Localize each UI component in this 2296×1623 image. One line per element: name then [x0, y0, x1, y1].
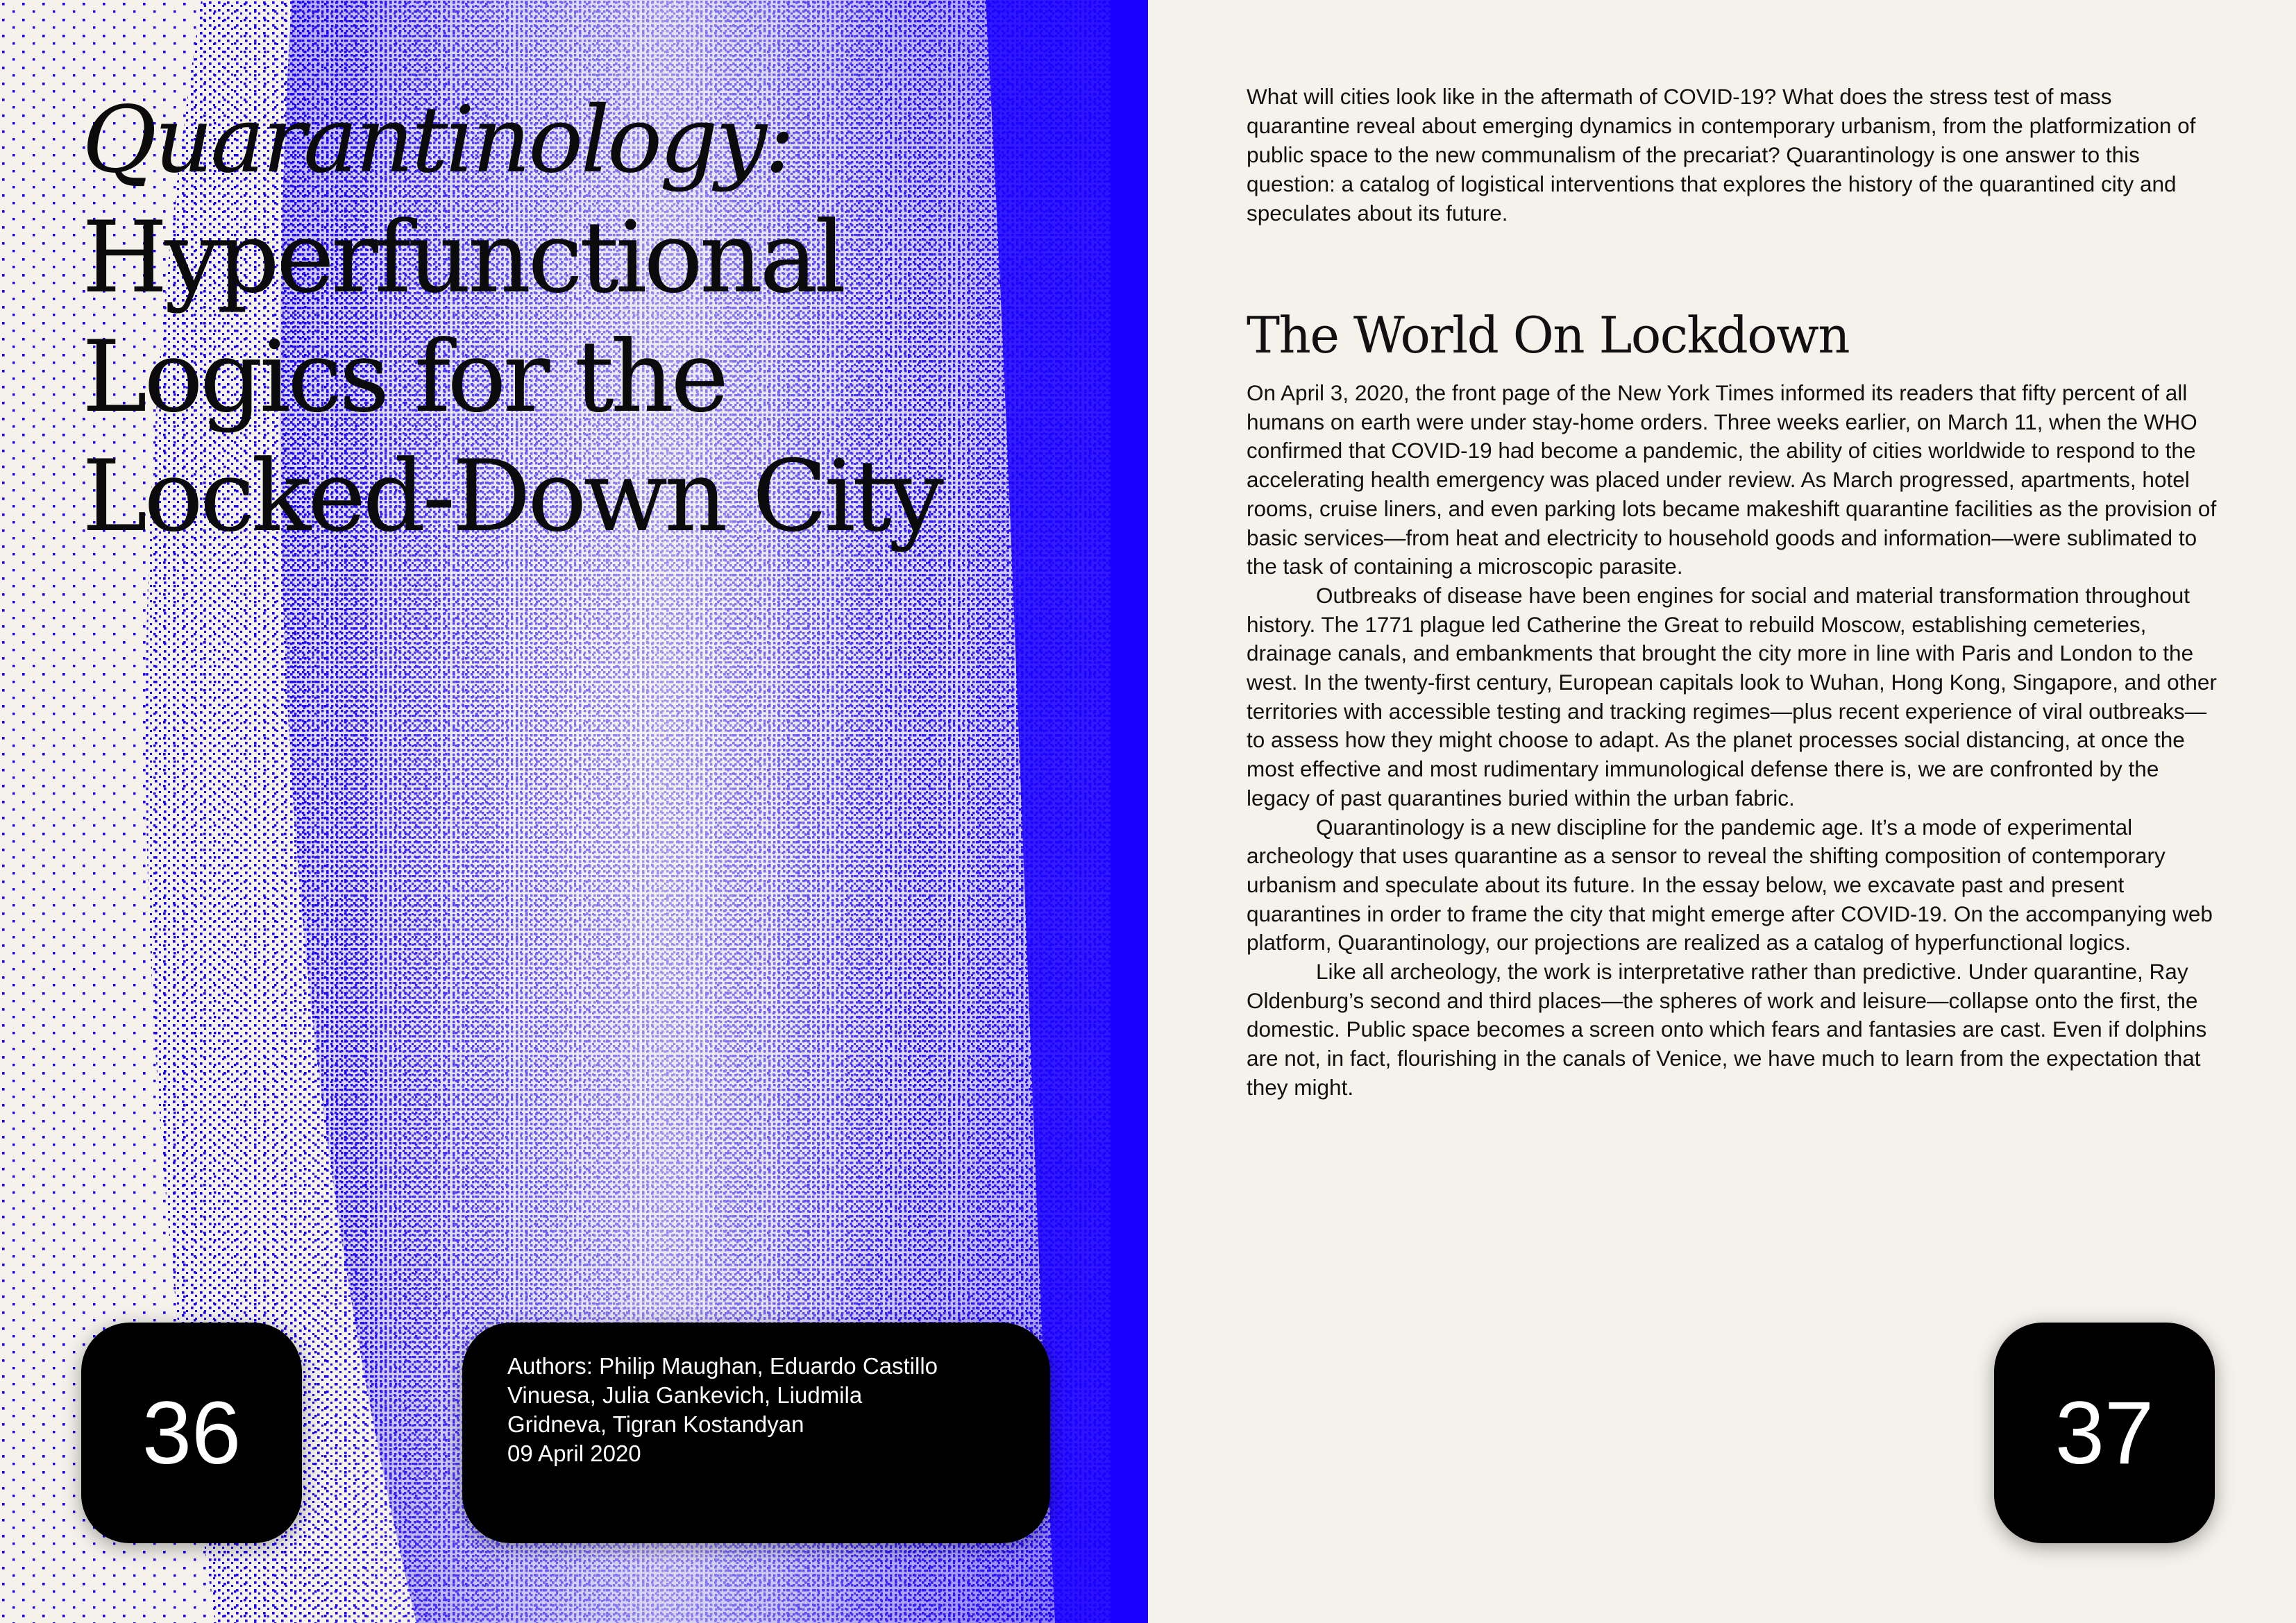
title-line: Logics for the	[82, 320, 726, 434]
body-paragraph: Outbreaks of disease have been engines for social and material transformation throughout history. The 1771 plague led Catherine the Great to rebuild Moscow, establishing cemeteries, drainage canals, and embankments that brought the city more in line with Paris and London to the west. In the twenty-first century, European capitals look to Wuhan, Hong Kong, Singapore, and other territories with accessible testing and tracking regimes—plus recent experience of viral outbreaks—to assess how they might choose to adapt. As the planet processes social distancing, at once the most effective and most rudimentary immunological defense there is, we are confronted by the legacy of past quarantines buried within the urban fabric.	[1247, 582, 2217, 810]
intro-paragraph: What will cities look like in the aftermath of COVID-19? What does the stress test of mass quarantine reveal about emerging dynamics in contemporary urbanism, from the platformization of public space to the new communalism of the precariat? Quarantinology is one answer to this question: a catalog of logistical interventions that explores the history of the quarantined city and speculates about its future.	[1247, 84, 2196, 226]
article-body	[1247, 379, 2218, 1103]
page-number-badge	[81, 1323, 302, 1543]
title-line: Hyperfunctional	[82, 201, 843, 315]
body-paragraph: On April 3, 2020, the front page of the New York Times informed its readers that fifty percent of all humans on earth were under stay-home orders. Three weeks earlier, on March 11, when the WHO confirmed that COVID-19 had become a pandemic, the ability of cities worldwide to respond to the accelerating health emergency was placed under review. As March progressed, apartments, hotel rooms, cruise liners, and even parking lots became makeshift quarantine facilities as the provision of basic services—from heat and electricity to household goods and information—were sublimated to the task of containing a microscopic parasite.	[1247, 380, 2217, 579]
authors-line: Authors: Philip Maughan, Eduardo Castillo	[507, 1353, 938, 1379]
right-page	[1148, 0, 2296, 1623]
authors-line: Vinuesa, Julia Gankevich, Liudmila	[507, 1382, 863, 1408]
body-paragraph: Quarantinology is a new discipline for the pandemic age. It’s a mode of experimental archeology that uses quarantine as a sensor to reveal the shifting composition of contemporary urbanism and speculate about its future. In the essay below, we excavate past and present quarantines in order to frame the city that might emerge after COVID-19. On the accompanying web platform, Quarantinology, our projections are realized as a catalog of hyperfunctional logics.	[1247, 814, 2213, 955]
body-paragraph: Like all archeology, the work is interpretative rather than predictive. Under quarantine, Ray Oldenburg’s second and third places—the spheres of work and leisure—collapse onto the first, the domestic. Public space becomes a screen onto which fears and fantasies are cast. Even if dolphins are not, in fact, flourishing in the canals of Venice, we have much to learn from the expectation that they might.	[1247, 959, 2207, 1100]
title-line: Locked-Down City	[82, 439, 941, 554]
page-number: 36	[142, 1383, 242, 1483]
page-number: 37	[2054, 1383, 2154, 1483]
title-italic-line: Quarantinology:	[82, 87, 793, 194]
article-title	[82, 82, 1123, 556]
page-number-badge	[1994, 1323, 2215, 1543]
publication-date: 09 April 2020	[507, 1441, 641, 1466]
section-heading: The World On Lockdown	[1247, 306, 1850, 364]
authors-box	[462, 1323, 1050, 1543]
authors-line: Gridneva, Tigran Kostandyan	[507, 1411, 804, 1437]
